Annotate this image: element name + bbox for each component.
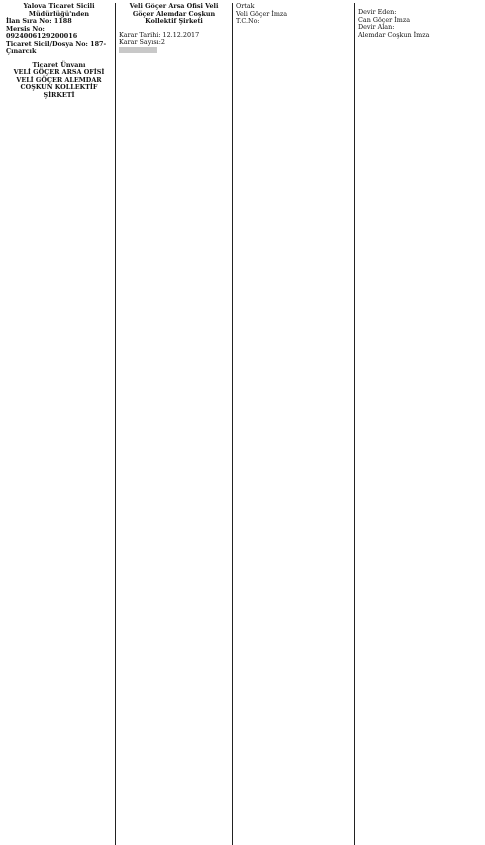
trade-name-heading: Ticaret Ünvanı — [32, 60, 86, 69]
header-line-1: Yalova Ticaret Sicili Müdürlüğü'nden — [23, 3, 95, 18]
partner-name: Veli Göçer İmza — [236, 9, 288, 18]
decision-number: Karar Sayısı:2 — [119, 38, 165, 46]
closing-line-4: Alemdar Coşkun İmza — [358, 30, 430, 39]
trade-name: VELİ GÖÇER ARSA OFİSİ VELİ GÖÇER ALEMDAR COŞKUN KOLLEKTİF ŞİRKETİ — [13, 68, 105, 99]
header-line-2: İlan Sıra No: 1188 — [6, 17, 72, 25]
column-3 — [233, 3, 355, 845]
header-line-3: Mersis No: 0924006129200016 — [6, 24, 78, 40]
column-4 — [355, 3, 480, 845]
column-1 — [3, 3, 115, 845]
redacted-block — [119, 47, 157, 53]
partner-label: Ortak — [236, 3, 255, 10]
closing-line-2: Can Göçer İmza — [358, 15, 411, 24]
closing-line-1: Devir Eden: — [358, 8, 397, 16]
partner-id: T.C.No: — [236, 17, 260, 25]
header-line-4: Ticaret Sicil/Dosya No: 187-Çınarcık — [6, 39, 107, 55]
closing-line-3: Devir Alan: — [358, 23, 395, 31]
decision-date: Karar Tarihi: 12.12.2017 — [119, 30, 200, 39]
column-2 — [115, 3, 233, 845]
decision-title: Veli Göçer Arsa Ofisi Veli Göçer Alemdar Coşkun Kollektif Şirketi — [129, 3, 219, 25]
